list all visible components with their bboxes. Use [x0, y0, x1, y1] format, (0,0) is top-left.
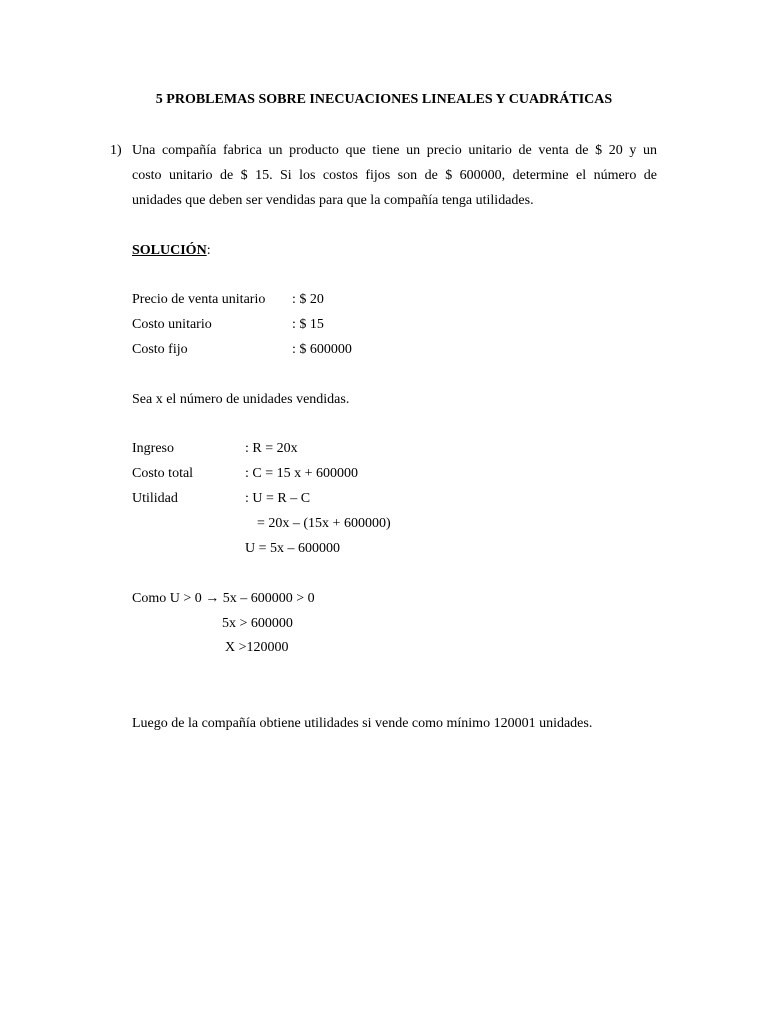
- profit-step-substitution: = 20x – (15x + 600000): [257, 516, 391, 531]
- equation-revenue: : R = 20x: [245, 441, 298, 456]
- problem-number: 1): [110, 143, 122, 158]
- problem-statement-line-1: Una compañía fabrica un producto que tiene un precio unitario de venta de $ 20 y un: [132, 143, 657, 158]
- equation-label-revenue: Ingreso: [132, 441, 174, 456]
- given-value-fixed-cost: : $ 600000: [292, 342, 352, 357]
- given-value-unit-cost: : $ 15: [292, 317, 324, 332]
- given-label-price: Precio de venta unitario: [132, 292, 266, 307]
- equation-total-cost: : C = 15 x + 600000: [245, 466, 359, 481]
- given-label-unit-cost: Costo unitario: [132, 317, 212, 332]
- equation-label-total-cost: Costo total: [132, 466, 194, 481]
- problem-statement-line-2: costo unitario de $ 15. Si los costos fijos son de $ 600000, determine el número de: [132, 168, 657, 183]
- solution-heading: SOLUCIÓN: [132, 243, 207, 258]
- inequality-result: X >120000: [225, 640, 289, 655]
- inequality-step: 5x > 600000: [222, 616, 293, 631]
- conclusion-text: Luego de la compañía obtiene utilidades si vende como mínimo 120001 unidades.: [132, 716, 593, 731]
- equation-label-profit: Utilidad: [132, 491, 178, 506]
- solution-heading-row: [132, 242, 211, 260]
- inequality-condition: Como U > 0 → 5x – 600000 > 0: [132, 591, 315, 606]
- equation-profit: : U = R – C: [245, 491, 311, 506]
- profit-step-simplified: U = 5x – 600000: [245, 541, 341, 556]
- variable-definition: Sea x el número de unidades vendidas.: [132, 392, 350, 407]
- document-title: 5 PROBLEMAS SOBRE INECUACIONES LINEALES Y CUADRÁTICAS: [155, 92, 613, 107]
- problem-statement-line-3: unidades que deben ser vendidas para que la compañía tenga utilidades.: [132, 193, 534, 208]
- solution-heading-colon: :: [206, 243, 211, 258]
- given-label-fixed-cost: Costo fijo: [132, 342, 188, 357]
- given-value-price: : $ 20: [292, 292, 324, 307]
